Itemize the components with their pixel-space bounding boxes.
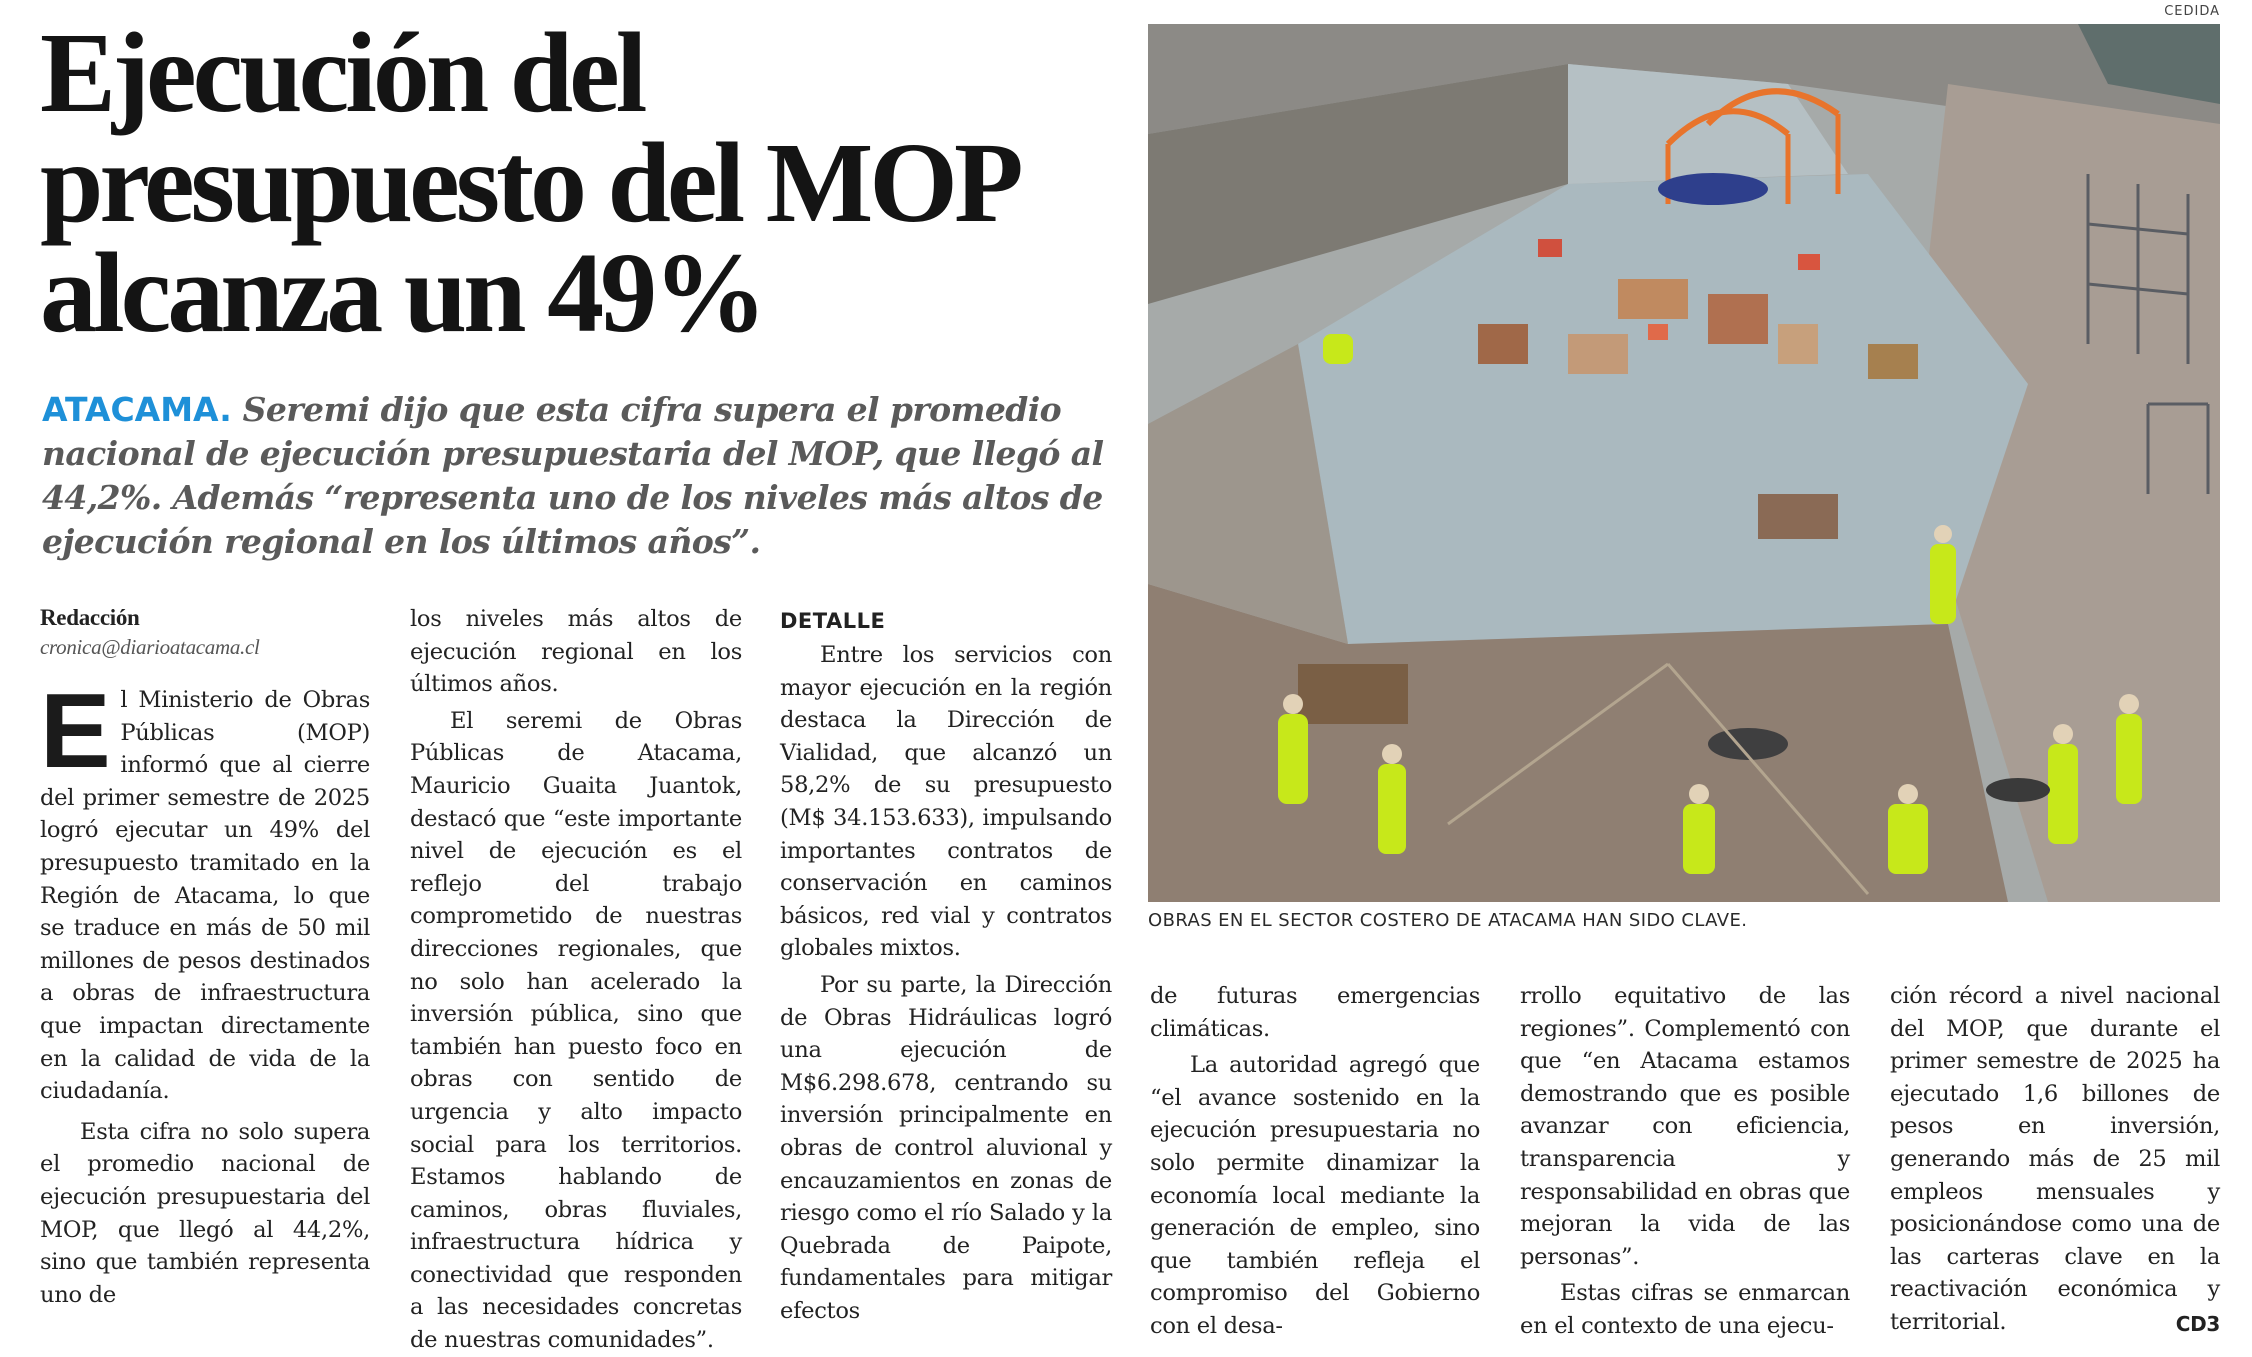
article-photo bbox=[1148, 24, 2220, 902]
headline-line-3: alcanza un 49% bbox=[40, 229, 764, 356]
paragraph: ción récord a nivel nacional del MOP, que durante el primer semestre de 2025 ha ejecutado 1,6 billones de pesos en inversión, generando más de 25 mil empleos mensuales y posicionándose como una de las carteras clave en la reactivación económica y territorial. CD3 bbox=[1890, 980, 2220, 1339]
photo-caption: OBRAS EN EL SECTOR COSTERO DE ATACAMA HAN SIDO CLAVE. bbox=[1148, 910, 1748, 931]
article-column-6 bbox=[1890, 980, 2220, 1341]
lead-paragraph bbox=[42, 388, 1122, 564]
headline bbox=[40, 9, 1120, 356]
location-tag: ATACAMA. bbox=[42, 390, 232, 429]
paragraph: El Ministerio de Obras Públicas (MOP) informó que al cierre del primer semestre de 2025 logró ejecutar un 49% del presupuesto tramitado en la Región de Atacama, lo que se traduce en más de 50 mil millones de pesos destinados a obras de infraestructura que impactan directamente en la calidad de vida de la ciudadanía. bbox=[40, 672, 370, 1105]
paragraph: Por su parte, la Dirección de Obras Hidráulicas logró una ejecución de M$6.298.678, centrando su inversión principalmente en obras de control aluvional y encauzamientos en zonas de riesgo como el río Salado y la Quebrada de Paipote, fundamentales para mitigar efectos bbox=[780, 971, 1112, 1324]
section-heading: DETALLE bbox=[780, 609, 886, 633]
article-column-5 bbox=[1520, 980, 1850, 1343]
article-column-1 bbox=[40, 604, 370, 1311]
paragraph: Entre los servicios con mayor ejecución en la región destaca la Dirección de Vialidad, que alcanzó un 58,2% de su presupuesto (M$ 34.153.633), impulsando importantes contratos de conservación en caminos básicos, red vial y contratos globales mixtos. bbox=[780, 642, 1112, 962]
construction-site-illustration bbox=[1148, 24, 2220, 902]
paragraph: La autoridad agregó que “el avance sostenido en la ejecución presupuestaria no solo permite dinamizar la economía local mediante la generación de empleo, sino que también refleja el compromiso del Gobierno con el desa- bbox=[1150, 1052, 1480, 1339]
paragraph: El seremi de Obras Públicas de Atacama, Mauricio Guaita Juantok, destacó que “este importante nivel de ejecución es el reflejo del trabajo comprometido de nuestras direcciones regionales, que no solo han acelerado la inversión pública, sino que también han puesto foco en obras con sentido de urgencia y alto impacto social para los territorios. Estamos hablando de caminos, obras fluviales, infraestructura hídrica y conectividad que responden a las necesidades concretas de nuestras comunidades”. bbox=[410, 707, 742, 1354]
paragraph: Esta cifra no solo supera el promedio nacional de ejecución presupuestaria del MOP, que llegó al 44,2%, sino que también representa uno de bbox=[40, 1118, 370, 1308]
paragraph: Estas cifras se enmarcan en el contexto de una ejecu- bbox=[1520, 1280, 1850, 1339]
end-mark: CD3 bbox=[2175, 1311, 2220, 1336]
article-column-4 bbox=[1150, 980, 1480, 1343]
article-column-2 bbox=[410, 603, 742, 1357]
headline-line-2: presupuesto del MOP bbox=[40, 119, 1020, 246]
byline-email[interactable]: cronica@diarioatacama.cl bbox=[40, 635, 260, 659]
paragraph: los niveles más altos de ejecución regional en los últimos años. bbox=[410, 606, 742, 698]
paragraph: de futuras emergencias climáticas. bbox=[1150, 983, 1480, 1042]
headline-line-1: Ejecución del bbox=[40, 9, 644, 136]
paragraph: rrollo equitativo de las regiones”. Complementó con que “en Atacama estamos demostrando que es posible avanzar con eficiencia, transparencia y responsabilidad en obras que mejoran la vida de las personas”. bbox=[1520, 983, 1850, 1270]
article-column-3 bbox=[780, 607, 1112, 1327]
photo-credit: CEDIDA bbox=[2164, 4, 2220, 19]
lead-text: Seremi dijo que esta cifra supera el promedio nacional de ejecución presupuestaria del MOP, que llegó al 44,2%. Además “representa uno de los niveles más altos de ejecución regional en los últimos años”. bbox=[42, 390, 1104, 561]
drop-cap: E bbox=[40, 672, 111, 790]
byline-author: Redacción bbox=[40, 605, 140, 630]
